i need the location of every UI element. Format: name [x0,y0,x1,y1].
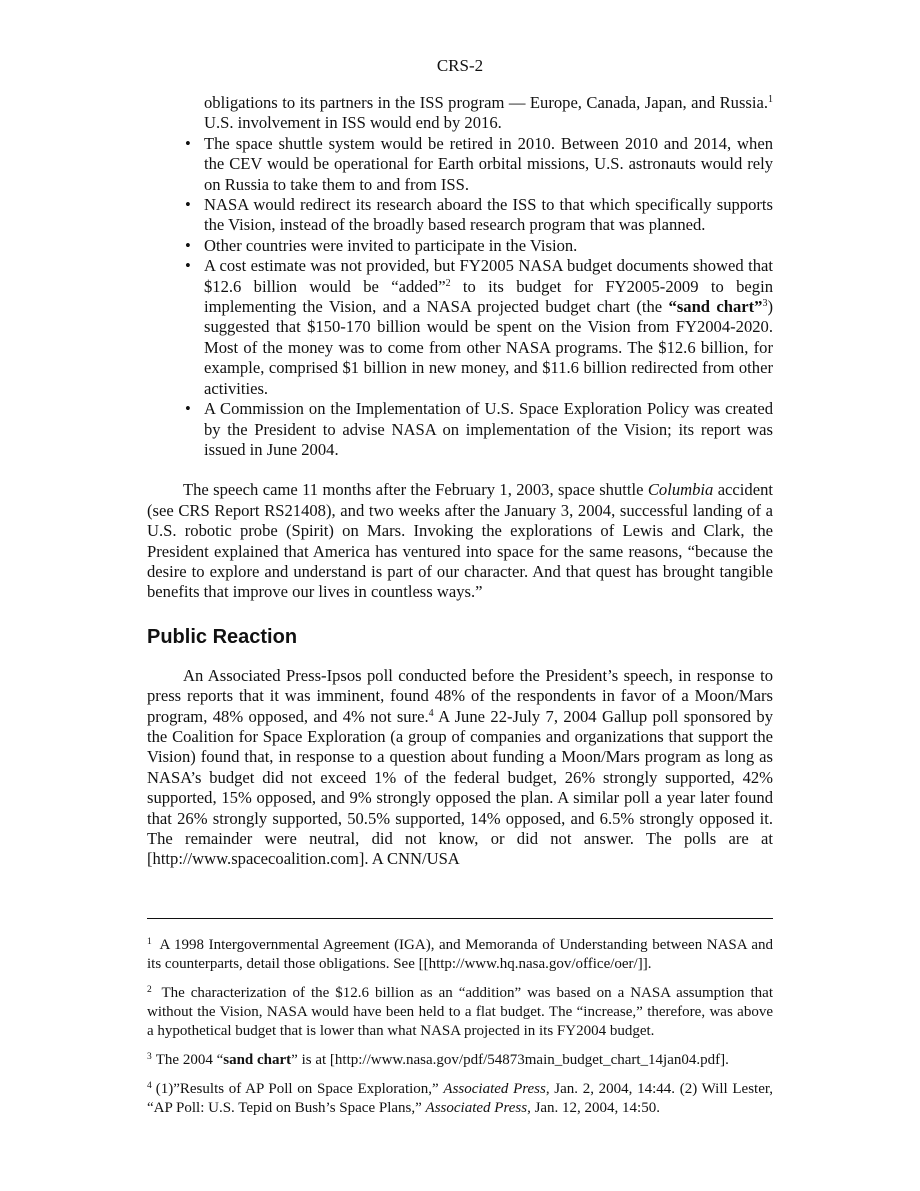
footnote-4: $^4$ (1)”Results of AP Poll on Space Exploration,” Associated Press, Jan. 2, 2004, 14:44. (2) Will Lester, “AP Poll: U.S. Tepid on Bush’s Space Plans,” Associated Press, Jan. 12, 2004, 14:50. [147,1081,773,1116]
speech-paragraph: The speech came 11 months after the February 1, 2003, space shuttle Columbia accident (see CRS Report RS21408), and two weeks after the January 3, 2004, successful landing of a U.S. robotic probe (Spirit) on Mars. Invoking the explorations of Lewis and Clark, the President explained that America has ventured into space for the same reasons, “because the desire to explore and understand is part of our character. And that quest has brought tangible benefits that improve our lives in countless ways.” [147,480,773,602]
footnote-1: $^1$ A 1998 Intergovernmental Agreement (IGA), and Memoranda of Understanding between NASA and its counterparts, detail those obligations. See [[http://www.hq.nasa.gov/office/oer/]]. [147,937,773,972]
bullet-icon: • [185,235,191,255]
bullet-icon: • [185,256,191,276]
footnote-ref: 4 [428,707,434,719]
list-item: • The space shuttle system would be retired in 2010. Between 2010 and 2014, when the CEV would be operational for Earth orbital missions, U.S. astronauts would rely on Russia to take them to and from ISS. [185,133,773,194]
main-text [147,93,773,870]
list-item: • A cost estimate was not provided, but FY2005 NASA budget documents showed that $12.6 billion would be “added”$^2$ to its budget for FY2005-2009 to begin implementing the Vision, and a NASA projected budget chart (the “sand chart”$^3$) suggested that $150-170 billion would be spent on the Vision from FY2004-2020. Most of the money was to come from other NASA programs. The $12.6 billion, for example, comprised $1 billion in new money, and $11.6 billion redirected from other activities. [185,256,773,398]
reaction-paragraph: An Associated Press-Ipsos poll conducted before the President’s speech, in response to press reports that it was imminent, found 48% of the respondents in favor of a Moon/Mars program, 48% opposed, and 4% not sure.$^4$ A June 22-July 7, 2004 Gallup poll sponsored by the Coalition for Space Exploration (a group of companies and organizations that support the Vision) found that, in response to a question about funding a Moon/Mars program as long as NASA’s budget did not exceed 1% of the federal budget, 26% strongly supported, 42% supported, 15% opposed, and 9% strongly opposed the plan. A similar poll a year later found that 26% strongly supported, 50.5% supported, 14% opposed, and 6.5% strongly opposed it. The remainder were neutral, did not know, or did not answer. The polls are at [http://www.spacecoalition.com]. A CNN/USA [147,665,774,869]
footnote-ref: 2 [445,277,451,289]
footnote-ref: 1 [768,94,773,105]
list-item: • Other countries were invited to participate in the Vision. [185,235,578,255]
bullet-list [147,134,773,461]
footnote-3: $^3$ The 2004 “sand chart” is at [http://www.nasa.gov/pdf/54873main_budget_chart_14jan04.pdf]. [147,1052,729,1068]
bullet-icon: • [185,133,191,153]
footnote-ref: 3 [762,298,768,310]
footnote-divider [147,918,773,919]
continuation-paragraph: obligations to its partners in the ISS program — Europe, Canada, Japan, and Russia.$^1$ U.S. involvement in ISS would end by 2016. [204,93,773,133]
sand-chart-term: “sand chart” [668,297,763,317]
bullet-icon: • [185,399,191,419]
list-item: • NASA would redirect its research aboard the ISS to that which specifically supports the Vision, instead of the broadly based research program that was planned. [185,195,773,235]
footnote-2: $^2$ The characterization of the $12.6 billion as an “addition” was based on a NASA assumption that without the Vision, NASA would have been held to a flat budget. The “increase,” therefore, was above a hypothetical budget that is lower than what NASA projected in its FY2004 budget. [147,985,773,1039]
page-number: CRS-2 [436,56,484,75]
footnotes [147,936,773,1128]
section-heading: Public Reaction [147,625,298,648]
bullet-icon: • [185,195,191,215]
list-item: • A Commission on the Implementation of U.S. Space Exploration Policy was created by the President to advise NASA on implementation of the Vision; its report was issued in June 2004. [185,399,773,459]
